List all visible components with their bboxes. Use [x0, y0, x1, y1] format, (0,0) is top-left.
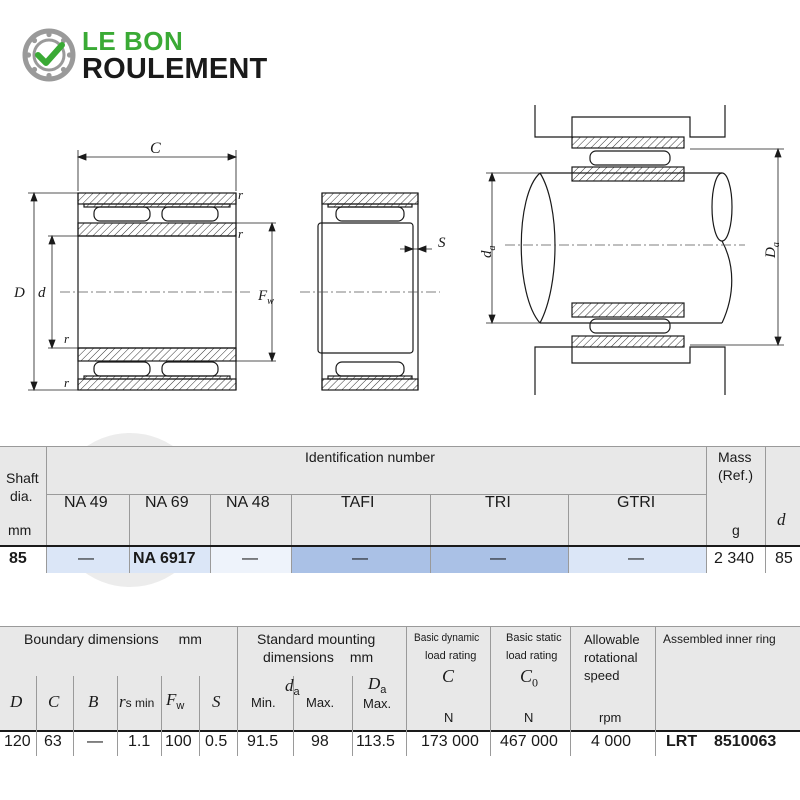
value-d-outer: 120 — [4, 733, 31, 750]
dyn-rating-unit: N — [444, 710, 454, 725]
brand-logo — [22, 26, 302, 86]
bearing-no-inner-ring-view — [318, 193, 418, 390]
value-s: 0.5 — [205, 733, 228, 750]
mounting-title-line2: dimensions mm — [263, 649, 374, 665]
value-b: — — [87, 733, 103, 750]
sym-b: B — [88, 692, 99, 711]
dim-label-s: S — [438, 235, 446, 251]
identification-title: Identification number — [305, 449, 435, 465]
bearing-technical-drawing — [0, 95, 800, 405]
logo-text-bottom: ROULEMENT — [82, 53, 268, 85]
col-gtri: GTRI — [617, 494, 656, 511]
sym-s: S — [212, 692, 221, 711]
shaft-unit: mm — [8, 522, 32, 538]
na69-value: NA 6917 — [133, 550, 196, 567]
logo-text-top: LE BON — [82, 26, 184, 56]
sym-da-housing: $D_a$ — [368, 674, 387, 697]
inner-ring-header: Assembled inner ring — [663, 632, 776, 646]
mass-unit: g — [732, 522, 740, 538]
identification-table — [0, 446, 800, 573]
value-da-max: 98 — [311, 733, 329, 750]
stat-rating-symbol: $C_0$ — [520, 666, 539, 690]
speed-header-line2: rotational — [584, 650, 638, 665]
mounting-title: Standard mounting — [257, 631, 376, 647]
col-na69: NA 69 — [145, 494, 189, 511]
speed-unit: rpm — [599, 710, 622, 725]
d-column-header: d — [777, 510, 786, 529]
shaft-value: 85 — [9, 550, 27, 567]
value-c: 63 — [44, 733, 62, 750]
bearing-check-icon — [22, 28, 76, 82]
stat-rating-header-line2: load rating — [506, 650, 558, 662]
na49-value: — — [78, 550, 94, 567]
d-value: 85 — [775, 550, 793, 567]
radius-label: r — [64, 331, 70, 346]
dim-label-da-housing: $D_a$ — [763, 242, 782, 258]
speed-header: Allowable — [584, 632, 640, 647]
dim-label-da: $d_a$ — [479, 245, 498, 258]
gtri-value: — — [628, 550, 644, 567]
col-tri: TRI — [485, 494, 511, 511]
dim-label-c: C — [150, 140, 161, 157]
sym-fw: $F_w$ — [166, 690, 185, 713]
col-na49: NA 49 — [64, 494, 108, 511]
value-inner-ring-code: 8510063 — [714, 733, 777, 750]
tri-value: — — [490, 550, 506, 567]
sym-r: rs min — [119, 692, 155, 711]
dim-label-big-d: D — [14, 285, 25, 301]
radius-label: r — [238, 226, 244, 241]
dim-label-small-d: d — [38, 285, 46, 301]
bearing-section-view — [78, 193, 236, 390]
mounting-view — [521, 105, 732, 395]
mass-header: Mass — [718, 449, 752, 465]
dimensions-table — [0, 626, 800, 756]
shaft-header-line2: dia. — [10, 488, 33, 504]
value-r: 1.1 — [128, 733, 151, 750]
value-dyn-rating: 173 000 — [421, 733, 479, 750]
col-na48: NA 48 — [226, 494, 270, 511]
value-da-min: 91.5 — [247, 733, 279, 750]
speed-header-line3: speed — [584, 668, 620, 683]
sym-c: C — [48, 692, 60, 711]
mass-value: 2 340 — [714, 550, 755, 567]
da-housing-max-label: Max. — [363, 696, 392, 711]
da-min-label: Min. — [251, 695, 276, 710]
value-inner-ring-prefix: LRT — [666, 733, 698, 750]
dyn-rating-header: Basic dynamic — [414, 632, 480, 644]
col-tafi: TAFI — [341, 494, 375, 511]
sym-d-outer: D — [10, 692, 23, 711]
radius-label: r — [238, 187, 244, 202]
stat-rating-header: Basic static — [506, 632, 562, 644]
na48-value: — — [242, 550, 258, 567]
value-da-housing-max: 113.5 — [356, 733, 395, 750]
mass-ref: (Ref.) — [718, 467, 753, 483]
da-max-label: Max. — [306, 695, 335, 710]
boundary-title: Boundary dimensions mm — [24, 631, 202, 647]
radius-label: r — [64, 375, 70, 390]
dyn-rating-header-line2: load rating — [425, 650, 477, 662]
sym-da: $d_a$ — [285, 676, 300, 699]
stat-rating-unit: N — [524, 710, 534, 725]
dim-label-fw: $F_w$ — [258, 288, 274, 307]
value-speed: 4 000 — [591, 733, 632, 750]
value-fw: 100 — [165, 733, 192, 750]
dyn-rating-symbol: C — [442, 666, 455, 686]
shaft-header: Shaft — [6, 470, 39, 486]
tafi-value: — — [352, 550, 368, 567]
value-stat-rating: 467 000 — [500, 733, 558, 750]
